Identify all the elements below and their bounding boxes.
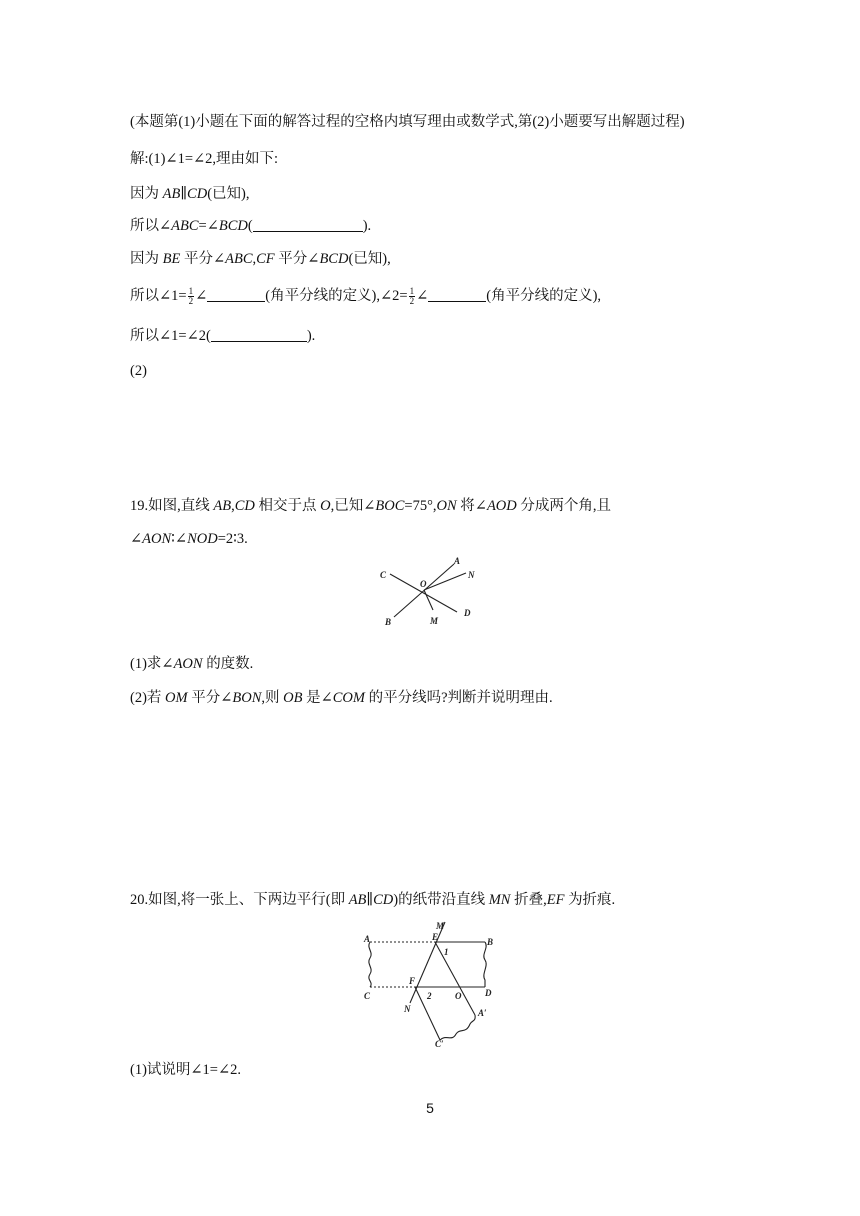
- text: (角平分线的定义),∠2=: [265, 288, 408, 304]
- math-text: AON: [142, 531, 172, 547]
- fraction-denominator: 2: [188, 296, 194, 307]
- text: 的度数.: [202, 656, 254, 672]
- wavy-folded-edge: [440, 1015, 475, 1040]
- label-N: N: [404, 1004, 411, 1014]
- text: 平分∠: [180, 251, 226, 267]
- math-text: BE: [162, 251, 181, 267]
- text: ,: [231, 498, 235, 514]
- text: 平分∠: [274, 251, 320, 267]
- text: ).: [362, 218, 372, 234]
- fill-blank[interactable]: [253, 217, 363, 232]
- q20-figure: [360, 918, 505, 1048]
- fraction: [188, 287, 195, 306]
- text: ∠: [130, 531, 143, 547]
- folded-edge-EA: [435, 942, 475, 1015]
- q19-part-2: [130, 688, 553, 708]
- wavy-right-edge: [484, 942, 486, 987]
- solution-line-3: [130, 216, 371, 236]
- label-M: M: [436, 921, 445, 931]
- math-text: OB: [283, 690, 303, 706]
- q20-part-1: (1)试说明∠1=∠2.: [130, 1062, 242, 1078]
- q19-line-2: [130, 529, 248, 549]
- text: ,则: [261, 690, 284, 706]
- text: =∠: [198, 218, 219, 234]
- text: 20.如图,将一张上、下两边平行(即: [130, 892, 349, 908]
- label-A-prime: A′: [478, 1008, 487, 1018]
- text: ∠: [416, 288, 429, 304]
- label-M: M: [430, 616, 439, 625]
- text: ∠: [195, 288, 208, 304]
- text: 所以∠1=: [130, 288, 187, 304]
- math-text: AON: [173, 656, 203, 672]
- text: 平分∠: [187, 690, 233, 706]
- label-C: C: [380, 570, 387, 580]
- solution-part-2: (2): [130, 363, 147, 379]
- text: =2∶3.: [217, 531, 248, 547]
- text: (已知),: [207, 186, 250, 202]
- solution-line-4: [130, 249, 391, 269]
- label-B: B: [487, 937, 494, 947]
- text: 所以∠: [130, 218, 172, 234]
- text: ,已知∠: [330, 498, 376, 514]
- fraction-denominator: 2: [409, 296, 415, 307]
- fill-blank[interactable]: [207, 287, 265, 302]
- q19-figure: [370, 550, 490, 625]
- wavy-left-edge: [369, 942, 371, 987]
- label-N: N: [468, 570, 475, 580]
- text: 分成两个角,且: [516, 498, 611, 514]
- text: (2)若: [130, 690, 166, 706]
- solution-line-6: [130, 326, 315, 346]
- solution-line-2: [130, 184, 249, 204]
- fill-blank[interactable]: [211, 327, 307, 342]
- math-text: AOD: [486, 498, 517, 514]
- text: 19.如图,直线: [130, 498, 214, 514]
- text: ,: [252, 251, 257, 267]
- fraction: [409, 287, 416, 306]
- text: (角平分线的定义),: [486, 288, 602, 304]
- math-text: CD: [234, 498, 255, 514]
- q19-line-1: [130, 496, 611, 516]
- text: )的纸带沿直线: [393, 892, 489, 908]
- label-C: C: [364, 991, 371, 1001]
- label-E: E: [432, 932, 439, 942]
- text: ∶∠: [171, 531, 188, 547]
- label-B: B: [385, 617, 392, 625]
- solution-line-5: [130, 286, 601, 306]
- math-text: ABC: [225, 251, 253, 267]
- solution-line-1: 解:(1)∠1=∠2,理由如下:: [130, 151, 279, 167]
- label-angle-1: 1: [444, 947, 449, 957]
- math-text: ON: [436, 498, 457, 514]
- math-text: O: [320, 498, 331, 514]
- label-O: O: [455, 991, 462, 1001]
- math-text: BCD: [319, 251, 349, 267]
- label-angle-2: 2: [427, 991, 432, 1001]
- text: (1)求∠: [130, 656, 174, 672]
- label-A: A: [454, 556, 461, 566]
- text: (已知),: [348, 251, 391, 267]
- math-text: AB∥CD: [348, 892, 394, 908]
- math-text: BOC: [375, 498, 405, 514]
- text: (: [247, 218, 253, 234]
- text: 折叠,: [510, 892, 547, 908]
- text: 将∠: [456, 498, 487, 514]
- math-text: MN: [488, 892, 511, 908]
- text: =75°,: [404, 498, 437, 514]
- text: 是∠: [302, 690, 333, 706]
- label-D: D: [485, 988, 492, 998]
- math-text: CF: [256, 251, 275, 267]
- text: 因为: [130, 251, 163, 267]
- q19-part-1: [130, 654, 253, 674]
- page-number: 5: [426, 1100, 434, 1116]
- math-text: BON: [232, 690, 262, 706]
- ray-OM: [424, 590, 433, 610]
- math-text: AB∥CD: [162, 186, 208, 202]
- label-D: D: [464, 608, 471, 618]
- label-C-prime: C′: [435, 1039, 444, 1048]
- fraction-numerator: 1: [409, 286, 415, 297]
- text: 为折痕.: [564, 892, 616, 908]
- math-text: BCD: [218, 218, 248, 234]
- fill-blank[interactable]: [428, 287, 486, 302]
- math-text: ABC: [171, 218, 199, 234]
- math-text: AB: [213, 498, 232, 514]
- label-A: A: [364, 934, 371, 944]
- math-text: COM: [332, 690, 365, 706]
- fraction-numerator: 1: [188, 286, 194, 297]
- math-text: OM: [165, 690, 188, 706]
- ray-ON: [424, 573, 466, 590]
- instructions-text: (本题第(1)小题在下面的解答过程的空格内填写理由或数学式,第(2)小题要写出解题过程): [130, 114, 685, 130]
- text: 相交于点: [254, 498, 321, 514]
- math-text: NOD: [187, 531, 218, 547]
- label-O: O: [420, 579, 427, 589]
- text: ).: [306, 328, 316, 344]
- label-F: F: [409, 976, 416, 986]
- text: 因为: [130, 186, 163, 202]
- text: 所以∠1=∠2(: [130, 328, 211, 344]
- q20-line-1: [130, 890, 615, 910]
- text: 的平分线吗?判断并说明理由.: [365, 690, 553, 706]
- math-text: EF: [546, 892, 565, 908]
